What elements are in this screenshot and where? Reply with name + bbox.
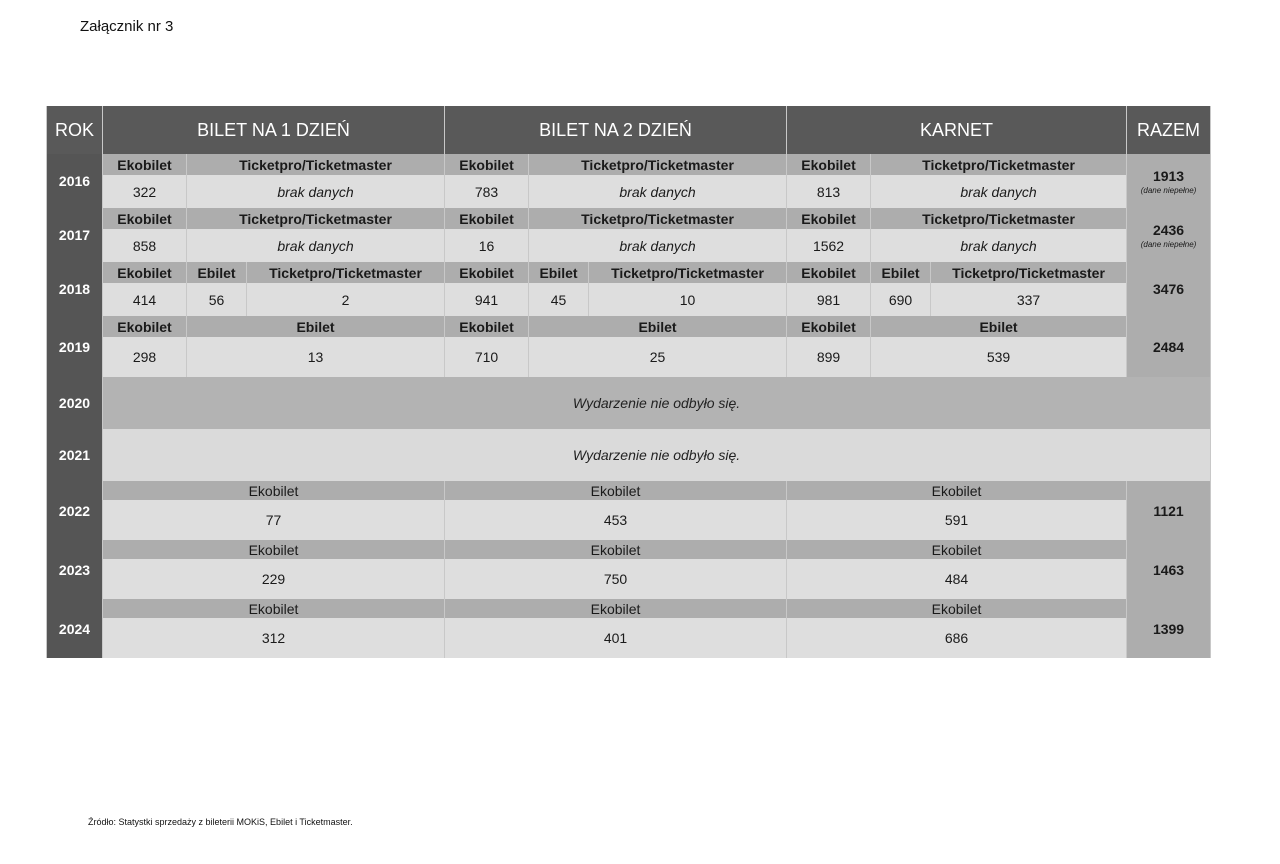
value-cell: 539	[871, 337, 1127, 377]
subheader-ekobilet: Ekobilet	[787, 262, 871, 283]
total-value: 2484	[1152, 338, 1185, 355]
header-rok: ROK	[47, 106, 103, 154]
value-cell: 13	[187, 337, 445, 377]
header-bilet-2-dzien: BILET NA 2 DZIEŃ	[445, 106, 787, 154]
value-cell: 858	[103, 229, 187, 262]
value-cell: 2	[247, 283, 445, 316]
table-row	[47, 262, 1211, 283]
year-cell: 2018	[47, 262, 103, 316]
value-cell: 77	[103, 500, 445, 540]
subheader-ebilet: Ebilet	[529, 262, 589, 283]
subheader-ekobilet: Ekobilet	[445, 599, 787, 618]
subheader-ticketpro: Ticketpro/Ticketmaster	[931, 262, 1127, 283]
total-cell	[1127, 540, 1211, 599]
total-value: 1121	[1153, 502, 1184, 519]
total-value: 1399	[1152, 620, 1185, 637]
subheader-ekobilet: Ekobilet	[787, 540, 1127, 559]
value-cell: 337	[931, 283, 1127, 316]
table-row	[47, 618, 1211, 658]
value-cell: 783	[445, 175, 529, 208]
subheader-ekobilet: Ekobilet	[445, 154, 529, 175]
total-cell	[1127, 599, 1211, 658]
header-karnet: KARNET	[787, 106, 1127, 154]
value-cell: 710	[445, 337, 529, 377]
value-cell: 312	[103, 618, 445, 658]
subheader-ekobilet: Ekobilet	[103, 154, 187, 175]
subheader-ebilet: Ebilet	[187, 316, 445, 337]
value-cell: 750	[445, 559, 787, 599]
total-cell	[1127, 481, 1211, 540]
subheader-ekobilet: Ekobilet	[445, 208, 529, 229]
attachment-label: Załącznik nr 3	[80, 18, 174, 35]
subheader-ekobilet: Ekobilet	[787, 316, 871, 337]
table-row	[47, 337, 1211, 377]
subheader-ebilet: Ebilet	[187, 262, 247, 283]
subheader-ekobilet: Ekobilet	[103, 262, 187, 283]
year-cell: 2023	[47, 540, 103, 599]
value-cell: 813	[787, 175, 871, 208]
ticket-sales-table	[46, 106, 1211, 658]
subheader-ekobilet: Ekobilet	[787, 599, 1127, 618]
subheader-ticketpro: Ticketpro/Ticketmaster	[187, 208, 445, 229]
source-note: Źródło: Statystki sprzedaży z bileterii MOKiS, Ebilet i Ticketmaster.	[88, 817, 353, 827]
event-not-held-cell: Wydarzenie nie odbyło się.	[103, 429, 1211, 481]
header-bilet-1-dzien: BILET NA 1 DZIEŃ	[103, 106, 445, 154]
value-cell: 1562	[787, 229, 871, 262]
subheader-ticketpro: Ticketpro/Ticketmaster	[871, 208, 1127, 229]
value-cell: 45	[529, 283, 589, 316]
value-cell: 981	[787, 283, 871, 316]
total-value: 1463	[1152, 561, 1185, 578]
header-razem: RAZEM	[1127, 106, 1211, 154]
total-cell	[1127, 262, 1211, 316]
no-data-cell: brak danych	[187, 175, 445, 208]
value-cell: 690	[871, 283, 931, 316]
subheader-ekobilet: Ekobilet	[445, 262, 529, 283]
subheader-ticketpro: Ticketpro/Ticketmaster	[589, 262, 787, 283]
year-cell: 2022	[47, 481, 103, 540]
value-cell: 25	[529, 337, 787, 377]
value-cell: 10	[589, 283, 787, 316]
subheader-ekobilet: Ekobilet	[103, 316, 187, 337]
value-cell: 298	[103, 337, 187, 377]
year-cell: 2020	[47, 377, 103, 429]
subheader-ebilet: Ebilet	[871, 316, 1127, 337]
value-cell: 453	[445, 500, 787, 540]
incomplete-data-note: (dane niepełne)	[1140, 239, 1197, 249]
value-cell: 941	[445, 283, 529, 316]
subheader-ticketpro: Ticketpro/Ticketmaster	[187, 154, 445, 175]
subheader-ticketpro: Ticketpro/Ticketmaster	[529, 154, 787, 175]
year-cell: 2019	[47, 316, 103, 377]
total-value: 3476	[1152, 281, 1185, 297]
no-data-cell: brak danych	[871, 229, 1127, 262]
total-value: 1913	[1152, 167, 1185, 184]
incomplete-data-note: (dane niepełne)	[1140, 185, 1197, 195]
year-cell: 2017	[47, 208, 103, 262]
subheader-ekobilet: Ekobilet	[445, 481, 787, 500]
subheader-ekobilet: Ekobilet	[787, 481, 1127, 500]
no-data-cell: brak danych	[529, 229, 787, 262]
table-row	[47, 599, 1211, 618]
subheader-ekobilet: Ekobilet	[103, 481, 445, 500]
value-cell: 322	[103, 175, 187, 208]
year-cell: 2021	[47, 429, 103, 481]
year-cell: 2016	[47, 154, 103, 208]
value-cell: 401	[445, 618, 787, 658]
value-cell: 229	[103, 559, 445, 599]
total-cell	[1127, 208, 1211, 262]
event-not-held-cell: Wydarzenie nie odbyło się.	[103, 377, 1211, 429]
year-cell: 2024	[47, 599, 103, 658]
table-row	[47, 229, 1211, 262]
subheader-ekobilet: Ekobilet	[103, 208, 187, 229]
value-cell: 484	[787, 559, 1127, 599]
subheader-ticketpro: Ticketpro/Ticketmaster	[247, 262, 445, 283]
no-data-cell: brak danych	[871, 175, 1127, 208]
table-row	[47, 316, 1211, 337]
table-row	[47, 154, 1211, 175]
subheader-ticketpro: Ticketpro/Ticketmaster	[529, 208, 787, 229]
header-row	[47, 106, 1211, 154]
table-row	[47, 175, 1211, 208]
subheader-ebilet: Ebilet	[529, 316, 787, 337]
table-row	[47, 500, 1211, 540]
subheader-ticketpro: Ticketpro/Ticketmaster	[871, 154, 1127, 175]
no-data-cell: brak danych	[529, 175, 787, 208]
subheader-ekobilet: Ekobilet	[445, 540, 787, 559]
value-cell: 16	[445, 229, 529, 262]
value-cell: 591	[787, 500, 1127, 540]
value-cell: 899	[787, 337, 871, 377]
no-data-cell: brak danych	[187, 229, 445, 262]
table-row	[47, 208, 1211, 229]
total-value: 2436	[1152, 221, 1185, 238]
subheader-ekobilet: Ekobilet	[787, 208, 871, 229]
value-cell: 414	[103, 283, 187, 316]
value-cell: 56	[187, 283, 247, 316]
subheader-ekobilet: Ekobilet	[787, 154, 871, 175]
total-cell	[1127, 154, 1211, 208]
table-row	[47, 377, 1211, 429]
table-row	[47, 429, 1211, 481]
table-row	[47, 540, 1211, 559]
total-cell	[1127, 316, 1211, 377]
subheader-ekobilet: Ekobilet	[103, 540, 445, 559]
table-row	[47, 559, 1211, 599]
table-row	[47, 481, 1211, 500]
subheader-ekobilet: Ekobilet	[103, 599, 445, 618]
subheader-ekobilet: Ekobilet	[445, 316, 529, 337]
subheader-ebilet: Ebilet	[871, 262, 931, 283]
value-cell: 686	[787, 618, 1127, 658]
table-row	[47, 283, 1211, 316]
